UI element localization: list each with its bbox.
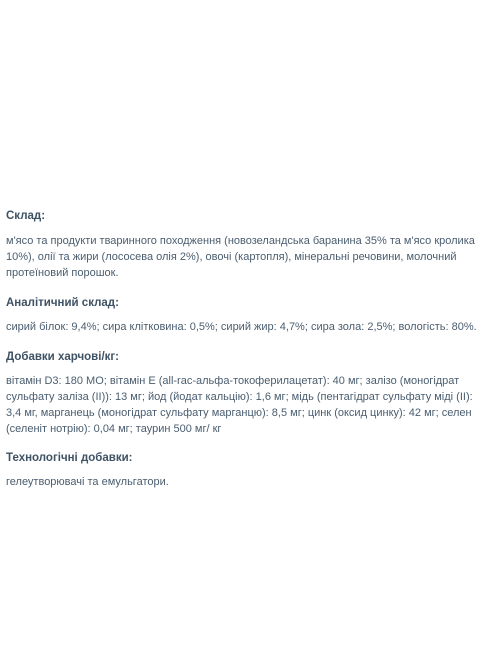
product-composition (6, 208, 480, 490)
technological-heading: Технологічні добавки: (6, 452, 133, 464)
composition-text: м'ясо та продукти тваринного походження (новозеландська баранина 35% та м'ясо кролика 10%), олії та жири (лососева олія 2%), овочі (картопля), мінеральні речовини, молочний протеїновий порошок. (6, 235, 475, 279)
composition-heading: Склад: (6, 210, 46, 222)
composition-section (6, 208, 480, 281)
analytical-heading: Аналітичний склад: (6, 297, 119, 309)
additives-text: вітамін D3: 180 МО; вітамін Е (all-rac-альфа-токоферилацетат): 40 мг; залізо (моногідрат сульфату заліза (II)): 13 мг; йод (йодат кальцію): 1,6 мг; мідь (пентагідрат сульфату міді (II): 3,4 мг, марганець (моногідрат сульфату марганцю): 8,5 мг; цинк (оксид цинку): 42 мг; селен (селеніт нотрію): 0,04 мг; таурин 500 мг/ кг (6, 375, 473, 435)
additives-section (6, 349, 480, 437)
analytical-text: сирий білок: 9,4%; сира клітковина: 0,5%; сирий жир: 4,7%; сира зола: 2,5%; вологість: 80%. (6, 321, 477, 333)
technological-section (6, 450, 480, 490)
analytical-section (6, 295, 480, 335)
additives-heading: Добавки харчові/кг: (6, 351, 120, 363)
technological-text: гелеутворювачі та емульгатори. (6, 476, 169, 488)
